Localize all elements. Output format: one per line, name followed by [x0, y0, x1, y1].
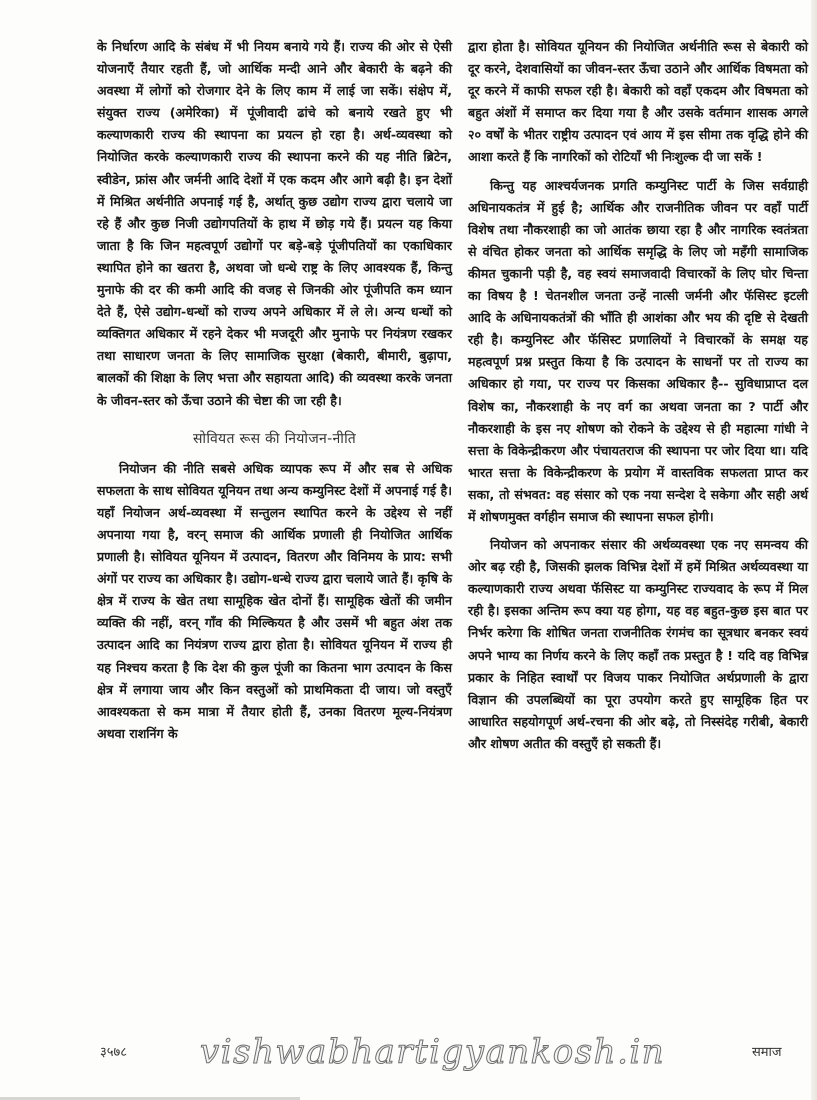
page-footer — [0, 1032, 817, 1078]
section-heading: सोवियत रूस की नियोजन-नीति — [192, 430, 357, 447]
scan-edge-shadow — [811, 0, 817, 1100]
running-title: समाज — [752, 1045, 782, 1060]
page-number: ३५७८ — [100, 1045, 128, 1060]
paragraph-left-1: के निर्धारण आदि के संबंध में भी नियम बनाये गये हैं। राज्य की ओर से ऐसी योजनाएँ तैयार रहती हैं, जो आर्थिक मन्दी आने और बेकारी के बढ़ने की अवस्था में लोगों को रोजगार देने के लिए काम में लाई जा सकें। संक्षेप में, संयुक्त राज्य (अमेरिका) में पूंजीवादी ढांचे को बनाये रखते हुए भी कल्याणकारी राज्य की स्थापना का प्रयत्न हो रहा है। अर्थ-व्यवस्था को नियोजित करके कल्याणकारी राज्य की स्थापना करने की यह नीति ब्रिटेन, स्वीडेन, फ्रांस और जर्मनी आदि देशों में एक कदम और आगे बढ़ी है। इन देशों में मिश्रित अर्थनीति अपनाई गई है, अर्थात् कुछ उद्योग राज्य द्वारा चलाये जा रहे हैं और कुछ निजी उद्योगपतियों के हाथ में छोड़ गये हैं। प्रयत्न यह किया जाता है कि जिन महत्वपूर्ण उद्योगों पर बड़े-बड़े पूंजीपतियों का एकाधिकार स्थापित होने का खतरा है, अथवा जो धन्धे राष्ट्र के लिए आवश्यक हैं, किन्तु मुनाफे की दर की कमी आदि की वजह से जिनकी ओर पूंजीपति कम ध्यान देते हैं, ऐसे उद्योग-धन्धों को राज्य अपने अधिकार में ले ले। अन्य धन्धों को व्यक्तिगत अधिकार में रहने देकर भी मजदूरी और मुनाफे पर नियंत्रण रखकर तथा साधारण जनता के लिए सामाजिक सुरक्षा (बेकारी, बीमारी, बुढ़ापा, बालकों की शिक्षा के लिए भत्ता और सहायता आदि) की व्यवस्था करके जनता के जीवन-स्तर को ऊँचा उठाने की चेष्टा की जा रही है। — [97, 39, 452, 408]
paragraph-right-1: द्वारा होता है। सोवियत यूनियन की नियोजित अर्थनीति रूस से बेकारी को दूर करने, देशवासियों का जीवन-स्तर ऊँचा उठाने और आर्थिक विषमता को दूर करने में काफी सफल रही है। बेकारी को वहाँ एकदम और विषमता को बहुत अंशों में समाप्त कर दिया गया है और उसके वर्तमान शासक अगले २० वर्षों के भीतर राष्ट्रीय उत्पादन एवं आय में इस सीमा तक वृद्धि होने की आशा करते हैं कि नागरिकों को रोटियाँ भी निःशुल्क दी जा सकें ! — [468, 39, 808, 165]
watermark: vishwabhartigyankosh.in — [200, 1032, 666, 1072]
left-column — [97, 36, 452, 745]
paragraph-right-3: नियोजन को अपनाकर संसार की अर्थव्यवस्था एक नए समन्वय की ओर बढ़ रही है, जिसकी झलक विभिन्न देशों में हमें मिश्रित अर्थव्यवस्था या कल्याणकारी राज्य अथवा फॅसिस्ट या कम्युनिस्ट राज्यवाद के रूप में मिल रही है। इसका अन्तिम रूप क्या यह होगा, यह वह बहुत-कुछ इस बात पर निर्भर करेगा कि शोषित जनता राजनीतिक रंगमंच का सूत्रधार बनकर स्वयं अपने भाग्य का निर्णय करने के लिए कहाँ तक प्रस्तुत है ! यदि वह विभिन्न प्रकार के निहित स्वार्थों पर विजय पाकर नियोजित अर्थप्रणाली के द्वारा विज्ञान की उपलब्धियों का पूरा उपयोग करते हुए सामूहिक हित पर आधारित सहयोगपूर्ण अर्थ-रचना की ओर बढ़े, तो निस्संदेह गरीबी, बेकारी और शोषण अतीत की वस्तुएँ हो सकती हैं। — [468, 537, 808, 751]
paragraph-right-2: किन्तु यह आश्चर्यजनक प्रगति कम्युनिस्ट पार्टी के जिस सर्वग्राही अधिनायकतंत्र में हुई है; आर्थिक और राजनीतिक जीवन पर वहाँ पार्टी विशेष तथा नौकरशाही का जो आतंक छाया रहा है और नागरिक स्वतंत्रता से वंचित होकर जनता को आर्थिक समृद्धि के लिए जो महँगी सामाजिक कीमत चुकानी पड़ी है, वह स्वयं समाजवादी विचारकों के लिए घोर चिन्ता का विषय है ! चेतनशील जनता उन्हें नात्सी जर्मनी और फॅसिस्ट इटली आदि के अधिनायकतंत्रों की भाँति ही आशंका और भय की दृष्टि से देखती रही है। कम्युनिस्ट और फॅसिस्ट प्रणालियों ने विचारकों के समक्ष यह महत्वपूर्ण प्रश्न प्रस्तुत किया है कि उत्पादन के साधनों पर तो राज्य का अधिकार हो गया, पर राज्य पर किसका अधिकार है-- सुविधाप्राप्त दल विशेष का, नौकरशाही के नए वर्ग का अथवा जनता का ? पार्टी और नौकरशाही के इस नए शोषण को रोकने के उद्देश्य से ही महात्मा गांधी ने सत्ता के विकेन्द्रीकरण और पंचायतराज की स्थापना पर जोर दिया था। यदि भारत सत्ता के विकेन्द्रीकरण के प्रयोग में वास्तविक सफलता प्राप्त कर सका, तो संभवत: वह संसार को एक नया सन्देश दे सकेगा और सही अर्थ में शोषणमुक्त वर्गहीन समाज की स्थापना सफल होगी। — [468, 177, 808, 524]
paragraph-left-2: नियोजन की नीति सबसे अधिक व्यापक रूप में और सब से अधिक सफलता के साथ सोवियत यूनियन तथा अन्य कम्युनिस्ट देशों में अपनाई गई है। यहाँ नियोजन अर्थ-व्यवस्था में सन्तुलन स्थापित करने के उद्देश्य से नहीं अपनाया गया है, वरन् समाज की आर्थिक प्रणाली ही नियोजित आर्थिक प्रणाली है। सोवियत यूनियन में उत्पादन, वितरण और विनिमय के प्राय: सभी अंगों पर राज्य का अधिकार है। उद्योग-धन्धे राज्य द्वारा चलाये जाते हैं। कृषि के क्षेत्र में राज्य के खेत तथा सामूहिक खेत दोनों हैं। सामूहिक खेतों की जमीन व्यक्ति की नहीं, वरन् गाँव की मिल्कियत है और उसमें भी बहुत अंश तक उत्पादन आदि का नियंत्रण राज्य द्वारा होता है। सोवियत यूनियन में राज्य ही यह निश्चय करता है कि देश की कुल पूंजी का कितना भाग उत्पादन के किस क्षेत्र में लगाया जाय और किन वस्तुओं को प्राथमिकता दी जाय। जो वस्तुएँ आवश्यकता से कम मात्रा में तैयार होती हैं, उनका वितरण मूल्य-नियंत्रण अथवा राशनिंग के — [97, 460, 452, 741]
right-column — [468, 36, 808, 755]
